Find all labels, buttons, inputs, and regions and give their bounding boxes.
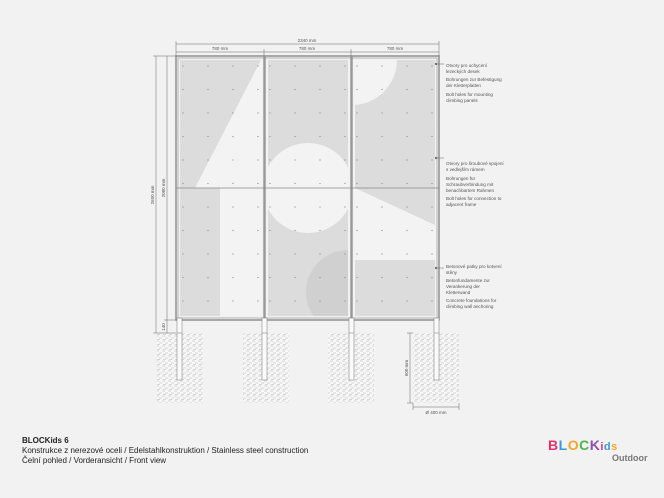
bolt-hole	[182, 159, 183, 160]
bolt-hole	[269, 183, 270, 184]
bolt-hole	[431, 230, 432, 231]
climbing-panels	[180, 15, 435, 334]
dim-foundation-diameter: Ø 400 mm	[425, 410, 447, 415]
bolt-hole	[344, 300, 345, 301]
svg-text:stěny: stěny	[446, 270, 457, 275]
logo-letter: K	[589, 437, 601, 453]
bolt-hole	[356, 183, 357, 184]
bolt-hole	[319, 112, 320, 113]
bolt-hole	[182, 300, 183, 301]
bolt-hole	[356, 253, 357, 254]
concrete-foundations	[157, 333, 459, 403]
logo-letter: L	[558, 437, 568, 453]
bolt-hole	[294, 206, 295, 207]
bolt-hole	[356, 300, 357, 301]
dim-total-width: 2340 mm	[297, 38, 317, 43]
bolt-hole	[319, 253, 320, 254]
bolt-hole	[381, 65, 382, 66]
svg-text:Betonové patky pro kotvení: Betonové patky pro kotvení	[446, 264, 502, 269]
bolt-hole	[257, 230, 258, 231]
bolt-hole	[257, 183, 258, 184]
bolt-hole	[182, 206, 183, 207]
bolt-hole	[182, 253, 183, 254]
bolt-hole	[406, 112, 407, 113]
bolt-hole	[319, 183, 320, 184]
svg-text:Schraubverbindung mit: Schraubverbindung mit	[446, 182, 494, 187]
dim-panel-height: 2080 mm	[161, 178, 166, 198]
bolt-hole	[232, 112, 233, 113]
bolt-hole	[294, 253, 295, 254]
svg-text:Bolt holes for connection to: Bolt holes for connection to	[446, 196, 502, 201]
product-name: BLOCKids 6	[22, 436, 69, 445]
bolt-hole	[406, 183, 407, 184]
bolt-hole	[257, 65, 258, 66]
bolt-hole	[406, 277, 407, 278]
bolt-hole	[319, 136, 320, 137]
bolt-hole	[381, 277, 382, 278]
bolt-hole	[232, 230, 233, 231]
bolt-hole	[431, 277, 432, 278]
bolt-hole	[431, 183, 432, 184]
bolt-hole	[232, 159, 233, 160]
bolt-hole	[344, 183, 345, 184]
bolt-hole	[319, 65, 320, 66]
bolt-hole	[207, 277, 208, 278]
bolt-hole	[406, 136, 407, 137]
bolt-hole	[431, 136, 432, 137]
bolt-hole	[257, 112, 258, 113]
bolt-hole	[257, 206, 258, 207]
bolt-hole	[232, 89, 233, 90]
bolt-hole	[381, 300, 382, 301]
bolt-hole	[356, 277, 357, 278]
bolt-hole	[431, 159, 432, 160]
bolt-hole	[344, 136, 345, 137]
bolt-hole	[356, 206, 357, 207]
bolt-hole	[356, 230, 357, 231]
bolt-hole	[431, 65, 432, 66]
bolt-hole	[207, 206, 208, 207]
logo-letter: B	[548, 437, 559, 453]
bolt-hole	[381, 112, 382, 113]
svg-text:climbing wall anchoring: climbing wall anchoring	[446, 304, 494, 309]
bolt-hole	[294, 277, 295, 278]
dim-total-height: 2650 mm	[150, 185, 155, 205]
bolt-hole	[207, 112, 208, 113]
bolt-hole	[381, 230, 382, 231]
svg-text:Bolt holes for mounting: Bolt holes for mounting	[446, 92, 493, 97]
bolt-hole	[294, 300, 295, 301]
bolt-hole	[431, 89, 432, 90]
bolt-hole	[356, 136, 357, 137]
svg-text:adjacent frame: adjacent frame	[446, 202, 477, 207]
bolt-hole	[344, 230, 345, 231]
bolt-hole	[182, 277, 183, 278]
bolt-hole	[319, 159, 320, 160]
posts	[177, 318, 439, 380]
annotation-panel-holes	[446, 63, 502, 103]
bolt-hole	[356, 89, 357, 90]
bolt-hole	[406, 300, 407, 301]
bolt-hole	[232, 136, 233, 137]
bolt-hole	[381, 136, 382, 137]
bolt-hole	[207, 300, 208, 301]
bolt-hole	[294, 89, 295, 90]
logo-subtitle: Outdoor	[612, 453, 648, 463]
bolt-hole	[269, 112, 270, 113]
bolt-hole	[344, 253, 345, 254]
bolt-hole	[344, 65, 345, 66]
bolt-hole	[319, 300, 320, 301]
dim-panel-width-1: 780 mm	[211, 46, 229, 51]
annotation-frame-holes	[446, 161, 504, 207]
bolt-hole	[207, 159, 208, 160]
bolt-hole	[294, 159, 295, 160]
bolt-hole	[207, 89, 208, 90]
bolt-hole	[207, 183, 208, 184]
bolt-hole	[406, 65, 407, 66]
logo-wordmark	[548, 437, 648, 453]
title-block	[22, 436, 442, 466]
bolt-hole	[406, 230, 407, 231]
bolt-hole	[431, 112, 432, 113]
bolt-hole	[406, 253, 407, 254]
dim-base-height: 140	[161, 323, 166, 331]
svg-text:Concrete foundations for: Concrete foundations for	[446, 298, 497, 303]
dim-panel-width-2: 780 mm	[298, 46, 316, 51]
annotation-foundations	[446, 264, 502, 309]
bolt-hole	[356, 112, 357, 113]
bolt-hole	[257, 136, 258, 137]
bolt-hole	[319, 89, 320, 90]
svg-text:Kletterwand: Kletterwand	[446, 290, 471, 295]
bolt-hole	[182, 183, 183, 184]
logo-letter: d	[603, 441, 612, 453]
bolt-hole	[381, 159, 382, 160]
bolt-hole	[319, 277, 320, 278]
svg-text:der Kletterplatten: der Kletterplatten	[446, 83, 481, 88]
dim-panel-width-3: 780 mm	[386, 46, 404, 51]
bolt-hole	[294, 136, 295, 137]
bolt-hole	[431, 253, 432, 254]
bolt-hole	[344, 277, 345, 278]
bolt-hole	[294, 112, 295, 113]
logo-letter: s	[611, 441, 618, 453]
bolt-hole	[344, 159, 345, 160]
bolt-hole	[232, 183, 233, 184]
bolt-hole	[257, 253, 258, 254]
bolt-hole	[294, 183, 295, 184]
svg-text:Betonfundamente zur: Betonfundamente zur	[446, 278, 490, 283]
svg-text:Bohrungen zur Befestigung: Bohrungen zur Befestigung	[446, 77, 502, 82]
bolt-hole	[406, 159, 407, 160]
logo-letter: O	[567, 437, 580, 453]
logo-letter: C	[579, 437, 590, 453]
bolt-hole	[269, 65, 270, 66]
svg-text:Verankerung der: Verankerung der	[446, 284, 480, 289]
bolt-hole	[257, 89, 258, 90]
bolt-hole	[182, 230, 183, 231]
bolt-hole	[381, 253, 382, 254]
bolt-hole	[257, 277, 258, 278]
svg-text:Otvory pro uchycení: Otvory pro uchycení	[446, 63, 488, 68]
svg-text:lezeckých desek: lezeckých desek	[446, 69, 480, 74]
svg-text:s vedlejším rámem: s vedlejším rámem	[446, 167, 485, 172]
bolt-hole	[182, 136, 183, 137]
bolt-hole	[207, 136, 208, 137]
bolt-hole	[207, 230, 208, 231]
bolt-hole	[269, 159, 270, 160]
bolt-hole	[269, 206, 270, 207]
bolt-hole	[207, 253, 208, 254]
bolt-hole	[294, 230, 295, 231]
bolt-hole	[269, 253, 270, 254]
svg-text:benachbartem Rahmen: benachbartem Rahmen	[446, 188, 495, 193]
bolt-hole	[269, 89, 270, 90]
bolt-hole	[182, 65, 183, 66]
svg-text:climbing panels: climbing panels	[446, 98, 478, 103]
bolt-hole	[431, 206, 432, 207]
bolt-hole	[257, 300, 258, 301]
bolt-hole	[207, 65, 208, 66]
blockids-logo	[548, 437, 648, 467]
bolt-hole	[406, 89, 407, 90]
bolt-hole	[406, 206, 407, 207]
bolt-hole	[269, 136, 270, 137]
bolt-hole	[269, 277, 270, 278]
bolt-hole	[344, 206, 345, 207]
bolt-hole	[356, 159, 357, 160]
bolt-hole	[269, 230, 270, 231]
bolt-hole	[294, 65, 295, 66]
bolt-hole	[381, 89, 382, 90]
bolt-hole	[269, 300, 270, 301]
bolt-hole	[431, 300, 432, 301]
bolt-hole	[232, 300, 233, 301]
bolt-hole	[319, 230, 320, 231]
bolt-hole	[232, 277, 233, 278]
bolt-hole	[232, 253, 233, 254]
bolt-hole	[182, 89, 183, 90]
bolt-hole	[257, 159, 258, 160]
bolt-hole	[232, 65, 233, 66]
bolt-hole	[381, 183, 382, 184]
logo-letter: i	[600, 441, 604, 453]
dim-foundation-depth: 600 mm	[404, 359, 409, 377]
view-description: Čelní pohled / Vorderansicht / Front view	[22, 456, 167, 465]
bolt-hole	[319, 206, 320, 207]
construction-description: Konstrukce z nerezové oceli / Edelstahlkonstruktion / Stainless steel construction	[22, 446, 309, 455]
bolt-hole	[182, 112, 183, 113]
bolt-hole	[232, 206, 233, 207]
bolt-hole	[344, 112, 345, 113]
svg-text:Otvory pro šroubové spojení: Otvory pro šroubové spojení	[446, 161, 504, 166]
bolt-hole	[381, 206, 382, 207]
bolt-hole	[344, 89, 345, 90]
svg-text:Bohrungen für: Bohrungen für	[446, 176, 476, 181]
bolt-hole	[356, 65, 357, 66]
